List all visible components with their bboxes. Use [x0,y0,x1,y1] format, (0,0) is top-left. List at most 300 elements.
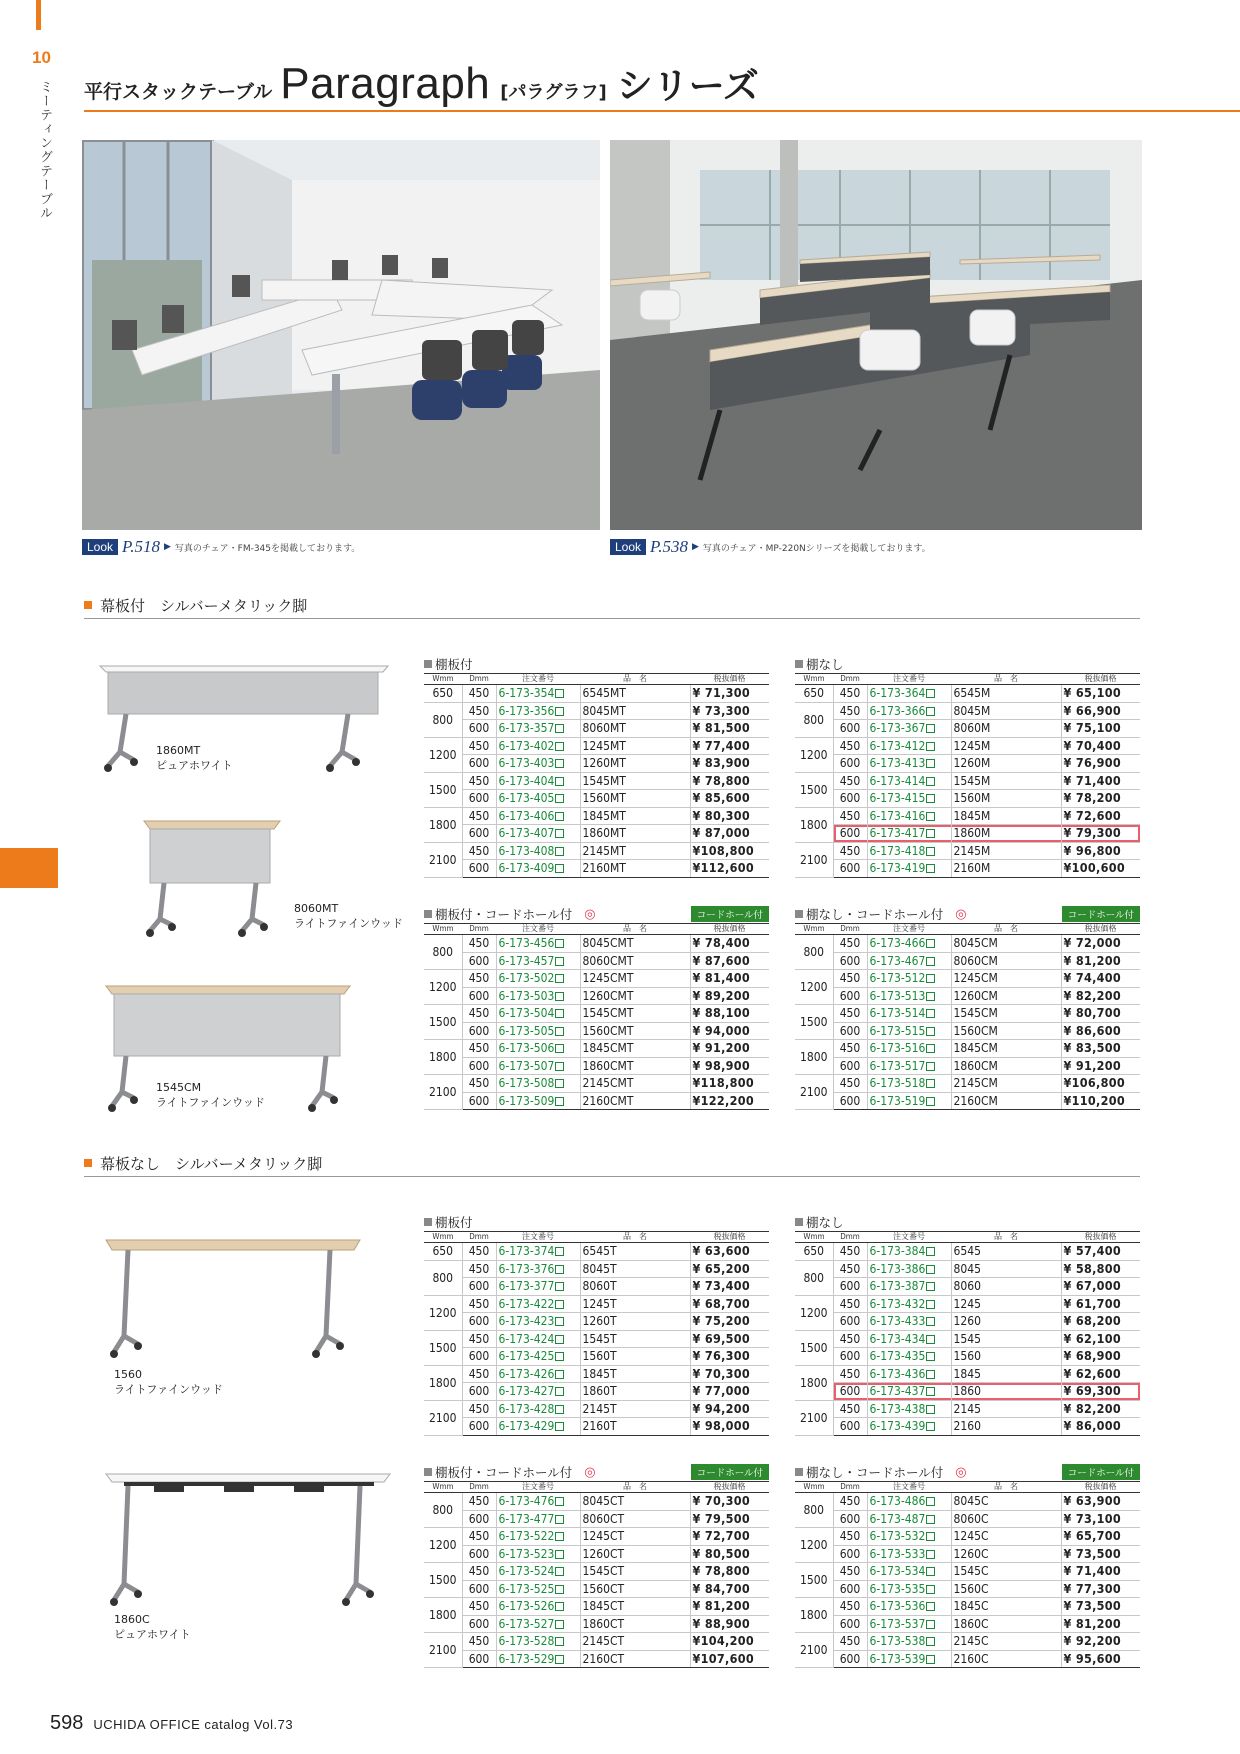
checkbox-icon[interactable] [926,689,935,698]
checkbox-icon[interactable] [555,724,564,733]
product-name-cell: 1245CMT [580,970,690,988]
checkbox-icon[interactable] [926,777,935,786]
column-header-order: 注文番号 [496,674,580,685]
table-row [424,1040,769,1058]
depth-cell: 450 [833,685,867,703]
product-name-cell: 2145M [951,842,1061,860]
order-number-cell [496,1075,580,1093]
column-header-order: 注文番号 [496,1482,580,1493]
depth-cell: 450 [833,842,867,860]
checkbox-icon[interactable] [555,1637,564,1646]
price-cell: ¥ 70,300 [690,1365,769,1383]
order-number: 6-173-429 [498,1419,555,1434]
order-number: 6-173-457 [498,953,555,968]
checkbox-icon[interactable] [926,939,935,948]
column-header-price: 税抜価格 [690,924,769,935]
depth-cell: 450 [462,685,496,703]
order-number: 6-173-402 [498,738,555,753]
width-cell: 800 [424,935,462,970]
depth-cell: 450 [462,1075,496,1093]
width-cell: 800 [795,1493,833,1528]
checkbox-icon[interactable] [926,864,935,873]
price-cell: ¥ 71,300 [690,685,769,703]
width-cell: 2100 [795,842,833,877]
look-reference-1[interactable] [82,538,360,556]
table-row [795,842,1140,860]
checkbox-icon[interactable] [926,1062,935,1071]
depth-cell: 450 [833,1493,867,1511]
checkbox-icon[interactable] [926,1009,935,1018]
order-number-cell [867,1365,951,1383]
width-cell: 2100 [795,1400,833,1435]
table-row [424,1633,769,1651]
depth-cell: 450 [833,1563,867,1581]
square-bullet-icon [795,1218,803,1226]
width-cell: 2100 [424,1400,462,1435]
table-row [795,1278,1140,1296]
checkbox-icon[interactable] [926,1585,935,1594]
product-name-cell: 1545M [951,772,1061,790]
order-number-cell [496,952,580,970]
price-cell: ¥ 67,000 [1061,1278,1140,1296]
checkbox-icon[interactable] [926,1405,935,1414]
width-cell: 1500 [795,1005,833,1040]
product-name-cell: 2145CM [951,1075,1061,1093]
order-number: 6-173-428 [498,1401,555,1416]
checkbox-icon[interactable] [555,1370,564,1379]
checkbox-icon[interactable] [555,707,564,716]
order-number: 6-173-516 [869,1041,926,1056]
checkbox-icon[interactable] [926,1602,935,1611]
order-number-cell [867,1580,951,1598]
column-header-d: Dmm [462,674,496,685]
price-cell: ¥ 58,800 [1061,1260,1140,1278]
product-caption [114,1612,191,1642]
order-number-cell [867,1615,951,1633]
checkbox-icon[interactable] [555,974,564,983]
depth-cell: 450 [462,1563,496,1581]
checkbox-icon[interactable] [926,992,935,1001]
product-name-cell: 2160 [951,1418,1061,1436]
depth-cell: 450 [462,842,496,860]
order-number-cell [496,1313,580,1331]
table-row [424,807,769,825]
checkbox-icon[interactable] [926,724,935,733]
price-cell: ¥ 71,400 [1061,772,1140,790]
checkbox-icon[interactable] [555,1497,564,1506]
checkbox-icon[interactable] [555,1585,564,1594]
table-row [424,1598,769,1616]
table-no-panel-icon [104,1472,394,1612]
column-header-d: Dmm [833,1232,867,1243]
section-title: 幕板付 シルバーメタリック脚 [100,596,308,615]
order-number: 6-173-424 [498,1331,555,1346]
table-row [795,702,1140,720]
order-number-cell [496,1598,580,1616]
checkbox-icon[interactable] [555,1602,564,1611]
checkbox-icon[interactable] [926,1265,935,1274]
width-cell: 1500 [795,1330,833,1365]
price-cell: ¥ 78,400 [690,935,769,953]
order-number: 6-173-538 [869,1634,926,1649]
checkbox-icon[interactable] [926,847,935,856]
price-cell: ¥ 81,500 [690,720,769,738]
depth-cell: 600 [462,987,496,1005]
price-cell: ¥ 83,900 [690,755,769,773]
price-cell: ¥ 87,000 [690,825,769,843]
column-header-order: 注文番号 [496,924,580,935]
price-cell: ¥ 86,600 [1061,1022,1140,1040]
checkbox-icon[interactable] [555,992,564,1001]
product-name-cell: 1245CT [580,1528,690,1546]
checkbox-icon[interactable] [555,1532,564,1541]
product-name-cell: 2160CM [951,1092,1061,1110]
order-number: 6-173-537 [869,1616,926,1631]
table-row [424,1278,769,1296]
checkbox-icon[interactable] [926,1497,935,1506]
price-cell: ¥ 70,300 [690,1493,769,1511]
order-number: 6-173-419 [869,861,926,876]
table-row [795,1580,1140,1598]
table-row [424,755,769,773]
checkbox-icon[interactable] [555,1317,564,1326]
table-row [795,685,1140,703]
width-cell: 1200 [795,970,833,1005]
checkbox-icon[interactable] [926,1532,935,1541]
checkbox-icon[interactable] [555,1027,564,1036]
product-name-cell: 2160C [951,1650,1061,1668]
checkbox-icon[interactable] [555,1620,564,1629]
checkbox-icon[interactable] [926,1637,935,1646]
swirl-icon: ◎ [584,906,596,922]
checkbox-icon[interactable] [555,812,564,821]
width-cell: 650 [795,685,833,703]
width-cell: 1200 [424,970,462,1005]
order-number-cell [496,720,580,738]
checkbox-icon[interactable] [926,1515,935,1524]
depth-cell: 450 [462,1400,496,1418]
order-number: 6-173-434 [869,1331,926,1346]
order-number-cell [496,790,580,808]
square-bullet-icon [795,660,803,668]
square-bullet-icon [795,910,803,918]
order-number-cell [496,1633,580,1651]
product-name-cell: 1545MT [580,772,690,790]
price-table [424,655,769,878]
checkbox-icon[interactable] [926,1567,935,1576]
order-number-cell [496,772,580,790]
product-name-cell: 1860CT [580,1615,690,1633]
order-number: 6-173-456 [498,936,555,951]
product-name-cell: 1845T [580,1365,690,1383]
checkbox-icon[interactable] [555,1515,564,1524]
order-number-cell [496,1092,580,1110]
look-page-link[interactable]: P.518 [122,537,160,556]
order-number: 6-173-529 [498,1651,555,1666]
checkbox-icon[interactable] [555,1062,564,1071]
checkbox-icon[interactable] [555,742,564,751]
checkbox-icon[interactable] [555,1422,564,1431]
checkbox-icon[interactable] [555,1009,564,1018]
column-header-name: 品 名 [580,924,690,935]
order-number: 6-173-526 [498,1599,555,1614]
order-number-cell [867,1295,951,1313]
product-name-cell: 1260CM [951,987,1061,1005]
column-header-order: 注文番号 [867,924,951,935]
table-row [424,790,769,808]
order-number: 6-173-415 [869,791,926,806]
checkbox-icon[interactable] [555,1335,564,1344]
column-header-name: 品 名 [951,924,1061,935]
checkbox-icon[interactable] [926,1422,935,1431]
checkbox-icon[interactable] [555,1300,564,1309]
price-cell: ¥ 94,000 [690,1022,769,1040]
order-number: 6-173-507 [498,1058,555,1073]
section-heading-without-modesty-panel [84,1154,1140,1177]
order-number: 6-173-522 [498,1529,555,1544]
table-row [795,970,1140,988]
checkbox-icon[interactable] [926,1079,935,1088]
price-cell: ¥ 72,600 [1061,807,1140,825]
order-number-cell [867,952,951,970]
order-number-cell [496,807,580,825]
product-name-cell: 6545MT [580,685,690,703]
price-cell: ¥ 76,900 [1061,755,1140,773]
depth-cell: 600 [462,1580,496,1598]
width-cell: 1200 [424,737,462,772]
table-row [795,1598,1140,1616]
width-cell: 1800 [424,807,462,842]
checkbox-icon[interactable] [926,812,935,821]
checkbox-icon[interactable] [926,1247,935,1256]
product-name-cell: 1845C [951,1598,1061,1616]
width-cell: 800 [795,935,833,970]
price-table [424,1213,769,1436]
product-name-cell: 1560CM [951,1022,1061,1040]
product-name-cell: 1260M [951,755,1061,773]
order-number: 6-173-504 [498,1006,555,1021]
checkbox-icon[interactable] [555,829,564,838]
width-cell: 1800 [795,1365,833,1400]
order-number-cell [867,1092,951,1110]
product-name-cell: 1860T [580,1383,690,1401]
depth-cell: 450 [833,807,867,825]
table-row [424,970,769,988]
order-number: 6-173-438 [869,1401,926,1416]
order-number-cell [867,1493,951,1511]
depth-cell: 600 [833,1418,867,1436]
table-row [795,860,1140,878]
checkbox-icon[interactable] [926,1317,935,1326]
price-cell: ¥ 85,600 [690,790,769,808]
checkbox-icon[interactable] [926,794,935,803]
depth-cell: 450 [833,970,867,988]
table-title [424,1463,596,1481]
checkbox-icon[interactable] [926,1097,935,1106]
checkbox-icon[interactable] [926,1387,935,1396]
price-cell: ¥ 95,600 [1061,1650,1140,1668]
order-number-cell [867,1330,951,1348]
look-reference-2[interactable] [610,538,931,556]
checkbox-icon[interactable] [926,1335,935,1344]
column-header-w: Wmm [424,674,462,685]
checkbox-icon[interactable] [555,1097,564,1106]
order-number: 6-173-466 [869,936,926,951]
width-cell: 800 [424,702,462,737]
table-row [795,1330,1140,1348]
width-cell: 1800 [795,1040,833,1075]
order-number-cell [867,842,951,860]
checkbox-icon[interactable] [555,957,564,966]
checkbox-icon[interactable] [555,794,564,803]
order-number: 6-173-513 [869,988,926,1003]
checkbox-icon[interactable] [926,1550,935,1559]
checkbox-icon[interactable] [555,847,564,856]
order-number-cell [496,1563,580,1581]
width-cell: 650 [795,1243,833,1261]
table-row [424,1418,769,1436]
checkbox-icon[interactable] [555,1550,564,1559]
product-name-cell: 1845M [951,807,1061,825]
checkbox-icon[interactable] [926,1620,935,1629]
depth-cell: 600 [833,860,867,878]
order-number-cell [496,1057,580,1075]
order-number: 6-173-357 [498,721,555,736]
checkbox-icon[interactable] [926,957,935,966]
product-name-cell: 1560CT [580,1580,690,1598]
depth-cell: 600 [462,1092,496,1110]
table-title-text: 棚なし・コードホール付 [806,907,944,922]
price-cell: ¥ 61,700 [1061,1295,1140,1313]
order-number: 6-173-518 [869,1076,926,1091]
photo-caption: 写真のチェア・FM-345を掲載しております。 [174,543,361,554]
width-cell: 1200 [795,1295,833,1330]
checkbox-icon[interactable] [555,939,564,948]
order-number-cell [496,1005,580,1023]
table-row [795,1092,1140,1110]
checkbox-icon[interactable] [926,707,935,716]
price-cell: ¥ 81,200 [1061,952,1140,970]
order-number: 6-173-523 [498,1546,555,1561]
product-name-cell: 2145CT [580,1633,690,1651]
checkbox-icon[interactable] [555,1387,564,1396]
depth-cell: 600 [833,1650,867,1668]
product-color: ライトファインウッド [156,1096,265,1109]
price-cell: ¥ 81,400 [690,970,769,988]
price-cell: ¥ 75,100 [1061,720,1140,738]
table-title-text: 棚なし [806,1215,844,1230]
checkbox-icon[interactable] [926,1370,935,1379]
checkbox-icon[interactable] [555,1567,564,1576]
depth-cell: 450 [462,1295,496,1313]
checkbox-icon[interactable] [926,759,935,768]
order-number-cell [867,1545,951,1563]
order-number: 6-173-515 [869,1023,926,1038]
chapter-label: ミーティングテーブル [37,80,52,220]
order-number-cell [867,1510,951,1528]
order-number: 6-173-423 [498,1314,555,1329]
checkbox-icon[interactable] [926,1282,935,1291]
order-number: 6-173-486 [869,1494,926,1509]
checkbox-icon[interactable] [555,864,564,873]
table-row [424,1528,769,1546]
checkbox-icon[interactable] [555,1265,564,1274]
table-row [795,1040,1140,1058]
product-name-cell: 2160CMT [580,1092,690,1110]
price-cell: ¥ 96,800 [1061,842,1140,860]
column-header-price: 税抜価格 [1061,924,1140,935]
swirl-icon: ◎ [584,1464,596,1480]
checkbox-icon[interactable] [926,1655,935,1664]
order-number: 6-173-377 [498,1279,555,1294]
checkbox-icon[interactable] [555,777,564,786]
checkbox-icon[interactable] [555,1655,564,1664]
square-bullet-icon [795,1468,803,1476]
checkbox-icon[interactable] [926,1352,935,1361]
checkbox-icon[interactable] [555,1247,564,1256]
checkbox-icon[interactable] [926,974,935,983]
price-grid [795,1481,1140,1668]
page-title [84,58,759,108]
order-number-cell [496,970,580,988]
order-number-cell [867,1598,951,1616]
title-rule [84,110,1240,112]
checkbox-icon[interactable] [555,1405,564,1414]
chapter-tab[interactable] [0,848,58,888]
depth-cell: 450 [462,807,496,825]
product-name-cell: 2145CMT [580,1075,690,1093]
checkbox-icon[interactable] [555,759,564,768]
checkbox-icon[interactable] [926,742,935,751]
order-number: 6-173-409 [498,861,555,876]
depth-cell: 450 [833,1330,867,1348]
order-number-cell [867,1057,951,1075]
cord-hole-badge: コードホール付 [1062,1464,1140,1480]
product-name-cell: 8060CM [951,952,1061,970]
checkbox-icon[interactable] [926,829,935,838]
order-number-cell [496,987,580,1005]
checkbox-icon[interactable] [555,1282,564,1291]
photo-classroom-layout [610,140,1142,530]
table-with-panel-icon [98,656,398,776]
checkbox-icon[interactable] [926,1044,935,1053]
checkbox-icon[interactable] [555,1044,564,1053]
price-grid [424,923,769,1110]
checkbox-icon[interactable] [926,1027,935,1036]
order-number: 6-173-384 [869,1244,926,1259]
column-header-price: 税抜価格 [690,1232,769,1243]
column-header-w: Wmm [795,1232,833,1243]
price-cell: ¥ 83,500 [1061,1040,1140,1058]
order-number-cell [867,772,951,790]
depth-cell: 600 [833,952,867,970]
order-number-cell [867,1075,951,1093]
order-number: 6-173-387 [869,1279,926,1294]
price-cell: ¥ 78,800 [690,772,769,790]
product-name-cell: 1245T [580,1295,690,1313]
table-row [424,1260,769,1278]
look-page-link[interactable]: P.538 [650,537,688,556]
checkbox-icon[interactable] [555,689,564,698]
product-name-cell: 1860M [951,825,1061,843]
product-name-cell: 1245C [951,1528,1061,1546]
depth-cell: 600 [462,1313,496,1331]
checkbox-icon[interactable] [555,1352,564,1361]
order-number: 6-173-427 [498,1384,555,1399]
checkbox-icon[interactable] [926,1300,935,1309]
checkbox-icon[interactable] [555,1079,564,1088]
order-number: 6-173-519 [869,1093,926,1108]
